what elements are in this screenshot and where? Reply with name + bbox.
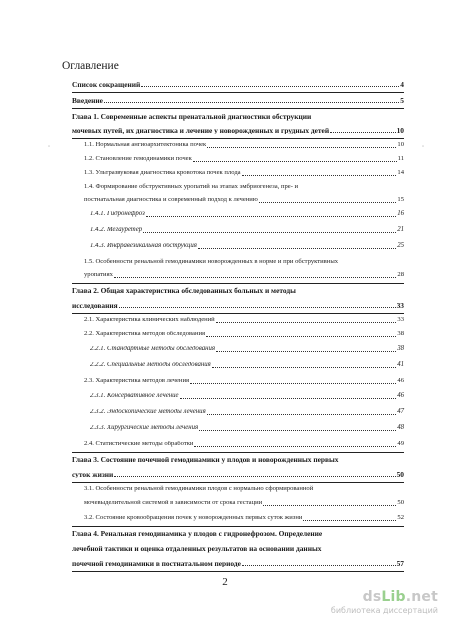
toc-entry-title: исследования	[72, 302, 118, 310]
dot-leader	[263, 504, 396, 506]
toc-entry-title: 1.4.3. Инфравезикальная обструкция	[90, 243, 197, 249]
toc-entry-title: мочевыделительной системой в зависимости от срока гестации	[84, 500, 263, 506]
dot-leader	[194, 445, 396, 447]
dot-leader	[259, 201, 397, 203]
toc-entry-title: 1.4.2. Мегауретер	[90, 227, 143, 233]
toc-entry-title: 1.1. Нормальная ангиоархитектоника почек	[84, 142, 207, 148]
dot-leader	[216, 350, 396, 352]
toc-entry-page: 46	[397, 392, 404, 399]
toc-entry-page: 33	[397, 316, 404, 323]
dot-leader	[143, 231, 396, 233]
dot-leader	[198, 247, 396, 249]
toc-entry	[72, 170, 404, 177]
toc-entry-page: 16	[397, 210, 404, 217]
toc-entry-page: 46	[397, 377, 404, 384]
toc-entry	[72, 227, 404, 234]
toc-entry	[72, 393, 404, 400]
toc-entry-line: 1.5. Особенности ренальной гемодинамики новорожденных в норме и при обструктивных	[84, 258, 339, 265]
toc-entry-title: 3.2. Состояние кровообращения почек у новорожденных первых суток жизни	[84, 515, 303, 521]
toc-entry	[72, 500, 404, 507]
toc-entry-title: 2.3.2. Эндоскопические методы лечения	[90, 409, 206, 415]
toc-entry	[72, 302, 404, 309]
toc-entry-title: Введение	[72, 97, 103, 105]
dot-leader	[193, 160, 397, 162]
toc-entry-title: уропатиях	[84, 272, 113, 278]
table-rule	[72, 108, 404, 109]
toc-entry-page: 14	[397, 169, 404, 176]
dot-leader	[114, 475, 395, 477]
toc-entry	[72, 127, 404, 134]
toc-entry-page: 21	[397, 226, 404, 233]
toc-entry-page: 25	[397, 242, 404, 249]
toc-entry-line: Глава 3. Состояние почечной гемодинамики у плодов и новорожденных первых	[72, 455, 339, 464]
toc-entry-page: 41	[397, 361, 404, 368]
dot-leader	[303, 519, 396, 521]
toc-entry-line: Глава 2. Общая характеристика обследованных больных и методы	[72, 286, 296, 295]
dot-leader	[330, 131, 396, 133]
toc-entry	[72, 331, 404, 338]
dot-leader	[216, 321, 397, 323]
dot-leader	[242, 564, 396, 566]
toc-entry-title: 2.4. Статистические методы обработки	[84, 441, 194, 447]
dot-leader	[146, 215, 396, 217]
toc-entry-line: 1.4. Формирование обструктивных уропатий на этапах эмбриогенеза, пре- и	[84, 183, 299, 190]
toc-entry-line: лечебной тактики и оценка отдаленных результатов на основании данных	[72, 544, 322, 553]
toc-entry	[72, 560, 404, 567]
dot-leader	[207, 146, 396, 148]
toc-entry	[72, 409, 404, 416]
toc-entry-page: 33	[396, 301, 404, 310]
toc-entry	[72, 362, 404, 369]
toc-entry-page: 10	[396, 126, 404, 135]
toc-entry-title: 2.3.3. Хирургические методы лечения	[90, 425, 199, 431]
toc-entry-line: Глава 4. Ренальная гемодинамика у плодов с гидронефрозом. Определение	[72, 529, 323, 538]
toc-entry-page: 10	[397, 141, 404, 148]
toc-entry-title: почечной гемодинамики в постнатальном периоде	[72, 560, 241, 568]
toc-entry-title: Список сокращений	[72, 81, 141, 89]
toc-entry-page: 48	[397, 424, 404, 431]
table-rule	[72, 313, 404, 314]
dot-leader	[119, 306, 396, 308]
table-rule	[72, 482, 404, 483]
toc-entry-title: суток жизни	[72, 471, 114, 479]
toc-entry	[72, 243, 404, 250]
watermark	[331, 589, 438, 615]
toc-entry-title: 1.4.1. Гидронефроз	[90, 211, 145, 217]
toc-entry	[72, 346, 404, 353]
toc-entry-title: 2.1. Характеристика клинических наблюдений	[84, 317, 215, 323]
toc-entry-page: 11	[397, 155, 404, 162]
toc-entry	[72, 317, 404, 324]
table-rule	[72, 452, 404, 453]
toc-entry-title: 1.3. Ультразвуковая диагностика кровотока почек плода	[84, 170, 241, 176]
toc-entry-page: 28	[397, 271, 404, 278]
toc-entry	[72, 197, 404, 204]
toc-entry-page: 38	[397, 345, 404, 352]
dot-leader	[114, 276, 396, 278]
toc-entry-title: 2.2. Характеристика методов обследования	[84, 331, 206, 337]
table-rule	[72, 571, 404, 572]
toc-entry	[72, 515, 404, 522]
toc-entry-title: постнатальная диагностика и современный подход к лечению	[84, 197, 258, 203]
toc-entry	[72, 97, 404, 104]
table-rule	[72, 283, 404, 284]
toc-entry	[72, 211, 404, 218]
dot-leader	[104, 101, 399, 103]
toc-entry-line: Глава 1. Современные аспекты пренатальной диагностики обструкции	[72, 112, 312, 121]
page-number: 2	[222, 576, 228, 588]
toc-entry	[72, 142, 404, 149]
toc-entry-page: 5	[400, 96, 404, 105]
table-rule	[72, 92, 404, 93]
toc-entry	[72, 378, 404, 385]
scan-mark: ˇ	[422, 146, 424, 152]
toc-entry-title: 1.2. Становление гемодинамики почек	[84, 156, 192, 162]
toc-entry-page: 4	[400, 80, 404, 89]
scan-mark: ˇ	[48, 146, 50, 152]
dot-leader	[190, 382, 396, 384]
watermark-logo: dsLib.net	[362, 589, 438, 605]
toc-entry	[72, 425, 404, 432]
toc-entry-title: мочевых путей, их диагностика и лечение у новорожденных и грудных детей	[72, 127, 330, 135]
toc-entry-title: 2.3. Характеристика методов лечения	[84, 378, 190, 384]
toc-entry-page: 15	[397, 196, 404, 203]
toc-entry-page: 47	[397, 408, 404, 415]
toc-entry-page: 38	[397, 330, 404, 337]
toc-entry	[72, 441, 404, 448]
toc-entry	[72, 272, 404, 279]
toc-entry-title: 2.3.1. Консервативное лечение	[90, 393, 179, 399]
toc-entry	[72, 156, 404, 163]
toc-entry-page: 50	[396, 470, 404, 479]
toc-entry-page: 52	[397, 514, 404, 521]
toc-entry-title: 2.2.2. Специальные методы обследования	[90, 362, 211, 368]
toc-entry-page: 50	[397, 499, 404, 506]
table-rule	[72, 138, 404, 139]
dot-leader	[242, 174, 397, 176]
toc-entry-line: 3.1. Особенности ренальной гемодинамики плодов с нормально сформированной	[84, 485, 314, 492]
toc-heading: Оглавление	[62, 60, 119, 72]
toc-entry	[72, 81, 404, 88]
dot-leader	[180, 397, 397, 399]
toc-entry	[72, 471, 404, 478]
dot-leader	[207, 413, 396, 415]
dot-leader	[141, 85, 399, 87]
dot-leader	[206, 335, 396, 337]
dot-leader	[199, 429, 396, 431]
dot-leader	[212, 366, 396, 368]
watermark-subtitle: библиотека диссертаций	[330, 606, 438, 615]
toc-entry-title: 2.2.1. Стандартные методы обследования	[90, 346, 216, 352]
toc-entry-page: 49	[397, 440, 404, 447]
table-rule	[72, 526, 404, 527]
toc-entry-page: 57	[396, 559, 404, 568]
